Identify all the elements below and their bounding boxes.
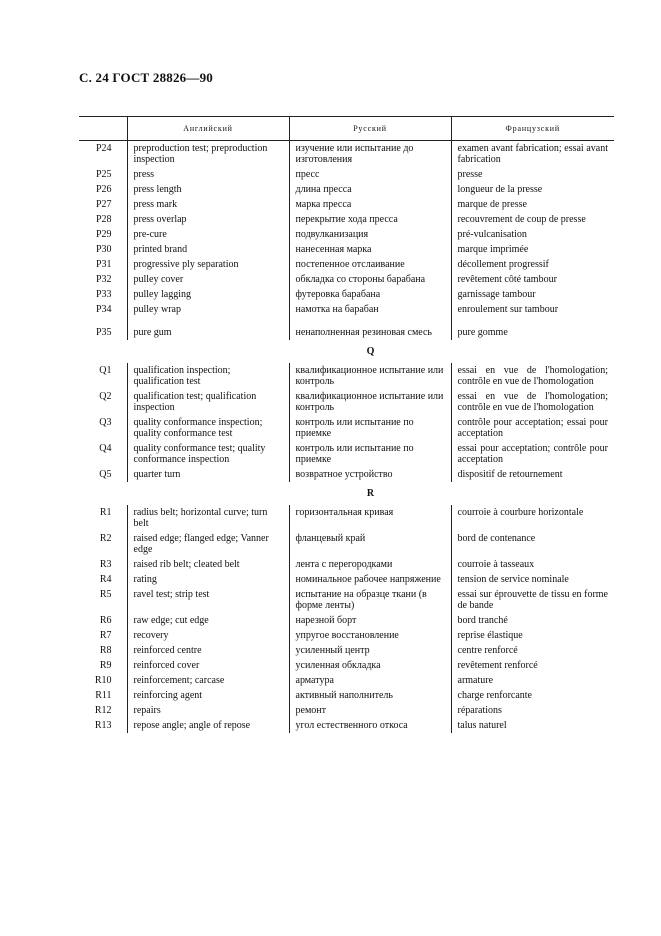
term-russian: упругое восстановление [289,628,451,643]
term-code: P34 [95,304,112,315]
term-french: armature [451,673,614,688]
term-french: pré-vulcanisation [451,227,614,242]
table-row [79,257,614,272]
column-header-english: Английский [127,117,289,141]
term-english: raw edge; cut edge [127,613,289,628]
term-english: reinforcement; carcase [127,673,289,688]
term-french: revêtement côté tambour [451,272,614,287]
term-code: Q2 [99,391,112,402]
term-english: repairs [127,703,289,718]
term-french: revêtement renforcé [451,658,614,673]
term-english: repose angle; angle of repose [127,718,289,733]
term-english: reinforced centre [127,643,289,658]
term-russian: перекрытие хода пресса [289,212,451,227]
section-letter: R [366,488,375,499]
term-russian: фланцевый край [289,531,451,557]
table-header-row [79,117,614,141]
table-row [79,272,614,287]
term-code: Q3 [99,417,112,428]
term-english: radius belt; horizontal curve; turn belt [127,505,289,531]
term-code: P26 [95,184,112,195]
term-french: reprise élastique [451,628,614,643]
table-row [79,389,614,415]
table-row [79,643,614,658]
term-russian: усиленная обкладка [289,658,451,673]
term-code: Q4 [99,443,112,454]
column-header-russian: Русский [289,117,451,141]
table-row [79,287,614,302]
table-row [79,587,614,613]
table-row [79,613,614,628]
term-french: recouvrement de coup de presse [451,212,614,227]
term-russian: контроль или испытание по приемке [289,441,451,467]
term-english: pulley cover [127,272,289,287]
term-russian: изучение или испытание до изготовления [289,141,451,168]
table-row [79,467,614,482]
term-code: P31 [95,259,112,270]
term-french: talus naturel [451,718,614,733]
table-row [79,167,614,182]
section-letter: Q [366,346,375,357]
term-code: P25 [95,169,112,180]
term-code: P30 [95,244,112,255]
term-russian: квалификационное испытание или контроль [289,363,451,389]
term-french: décollement progressif [451,257,614,272]
term-english: pulley wrap [127,302,289,325]
table-row [79,505,614,531]
term-russian: нарезной борт [289,613,451,628]
table-row [79,182,614,197]
term-code: R4 [99,574,112,585]
term-russian: испытание на образце ткани (в форме ленты) [289,587,451,613]
term-english: qualification inspection; qualification test [127,363,289,389]
table-row [79,557,614,572]
term-russian: усиленный центр [289,643,451,658]
term-russian: лента с перегородками [289,557,451,572]
term-french: essai en vue de l'homologation; contrôle en vue de l'homologation [451,389,614,415]
table-row [79,572,614,587]
term-french: essai pour acceptation; contrôle pour acceptation [451,441,614,467]
term-russian: нанесенная марка [289,242,451,257]
term-french: presse [451,167,614,182]
table-body [79,141,614,734]
term-russian: длина пресса [289,182,451,197]
table-row [79,325,614,340]
table-row [79,212,614,227]
term-french: examen avant fabrication; essai avant fabrication [451,141,614,168]
term-code: P32 [95,274,112,285]
term-code: R12 [94,705,112,716]
term-russian: арматура [289,673,451,688]
table-row [79,658,614,673]
term-russian: намотка на барабан [289,302,451,325]
term-english: reinforced cover [127,658,289,673]
term-russian: номинальное рабочее напряжение [289,572,451,587]
term-code: R2 [99,533,112,544]
term-english: progressive ply separation [127,257,289,272]
table-row [79,703,614,718]
term-english: rating [127,572,289,587]
term-russian: марка пресса [289,197,451,212]
term-russian: контроль или испытание по приемке [289,415,451,441]
term-code: R7 [99,630,112,641]
term-code: R13 [94,720,112,731]
table-row [79,363,614,389]
term-russian: ненаполненная резиновая смесь [289,325,451,340]
table-row [79,415,614,441]
term-english: press overlap [127,212,289,227]
term-code: R9 [99,660,112,671]
column-header-french: Французский [451,117,614,141]
term-code: P33 [95,289,112,300]
table-row [79,673,614,688]
term-russian: ремонт [289,703,451,718]
term-russian: футеровка барабана [289,287,451,302]
term-english: pure gum [127,325,289,340]
term-french: garnissage tambour [451,287,614,302]
term-english: quality conformance inspection; quality conformance test [127,415,289,441]
term-russian: пресс [289,167,451,182]
term-english: raised edge; flanged edge; Vanner edge [127,531,289,557]
term-code: Q1 [99,365,112,376]
term-french: bord de contenance [451,531,614,557]
term-code: Q5 [99,469,112,480]
term-russian: обкладка со стороны барабана [289,272,451,287]
term-code: P29 [95,229,112,240]
section-heading-spacer [79,340,127,363]
term-english: pre-cure [127,227,289,242]
page-title: С. 24 ГОСТ 28826—90 [79,70,213,85]
term-code: P24 [95,143,112,154]
term-russian: постепенное отслаивание [289,257,451,272]
term-french: essai en vue de l'homologation; contrôle en vue de l'homologation [451,363,614,389]
term-english: press [127,167,289,182]
section-heading-row [79,482,614,505]
term-french: marque imprimée [451,242,614,257]
term-english: qualification test; qualification inspection [127,389,289,415]
table-row [79,441,614,467]
term-french: réparations [451,703,614,718]
term-english: quality conformance test; quality conformance inspection [127,441,289,467]
term-russian: квалификационное испытание или контроль [289,389,451,415]
term-russian: угол естественного откоса [289,718,451,733]
table-row [79,531,614,557]
table-row [79,628,614,643]
term-code: R10 [94,675,112,686]
table-row [79,718,614,733]
term-french: marque de presse [451,197,614,212]
term-code: R5 [99,589,112,600]
section-heading-row [79,340,614,363]
table-row [79,197,614,212]
term-russian: горизонтальная кривая [289,505,451,531]
term-code: R1 [99,507,112,518]
term-russian: активный наполнитель [289,688,451,703]
term-french: dispositif de retournement [451,467,614,482]
term-english: pulley lagging [127,287,289,302]
term-code: P27 [95,199,112,210]
term-code: R11 [95,690,112,701]
section-heading-spacer [79,482,127,505]
term-code: R3 [99,559,112,570]
term-russian: подвулканизация [289,227,451,242]
term-english: recovery [127,628,289,643]
column-header-code [79,117,127,141]
term-english: press mark [127,197,289,212]
term-english: ravel test; strip test [127,587,289,613]
term-french: courroie à courbure horizontale [451,505,614,531]
term-french: enroulement sur tambour [451,302,614,325]
term-english: press length [127,182,289,197]
term-french: bord tranché [451,613,614,628]
term-french: contrôle pour acceptation; essai pour acceptation [451,415,614,441]
table-row [79,302,614,325]
term-english: quarter turn [127,467,289,482]
term-french: essai sur éprouvette de tissu en forme de bande [451,587,614,613]
table-row [79,688,614,703]
term-english: printed brand [127,242,289,257]
glossary-table [79,116,614,733]
term-code: P28 [95,214,112,225]
term-french: charge renforcante [451,688,614,703]
term-english: raised rib belt; cleated belt [127,557,289,572]
term-russian: возвратное устройство [289,467,451,482]
term-code: R6 [99,615,112,626]
term-code: P35 [95,327,112,338]
table-row [79,242,614,257]
term-code: R8 [99,645,112,656]
term-french: longueur de la presse [451,182,614,197]
term-french: tension de service nominale [451,572,614,587]
term-french: courroie à tasseaux [451,557,614,572]
term-english: preproduction test; preproduction inspection [127,141,289,168]
table-row [79,227,614,242]
term-french: pure gomme [451,325,614,340]
glossary-table-container [79,116,614,733]
term-english: reinforcing agent [127,688,289,703]
term-french: centre renforcé [451,643,614,658]
table-row [79,141,614,168]
